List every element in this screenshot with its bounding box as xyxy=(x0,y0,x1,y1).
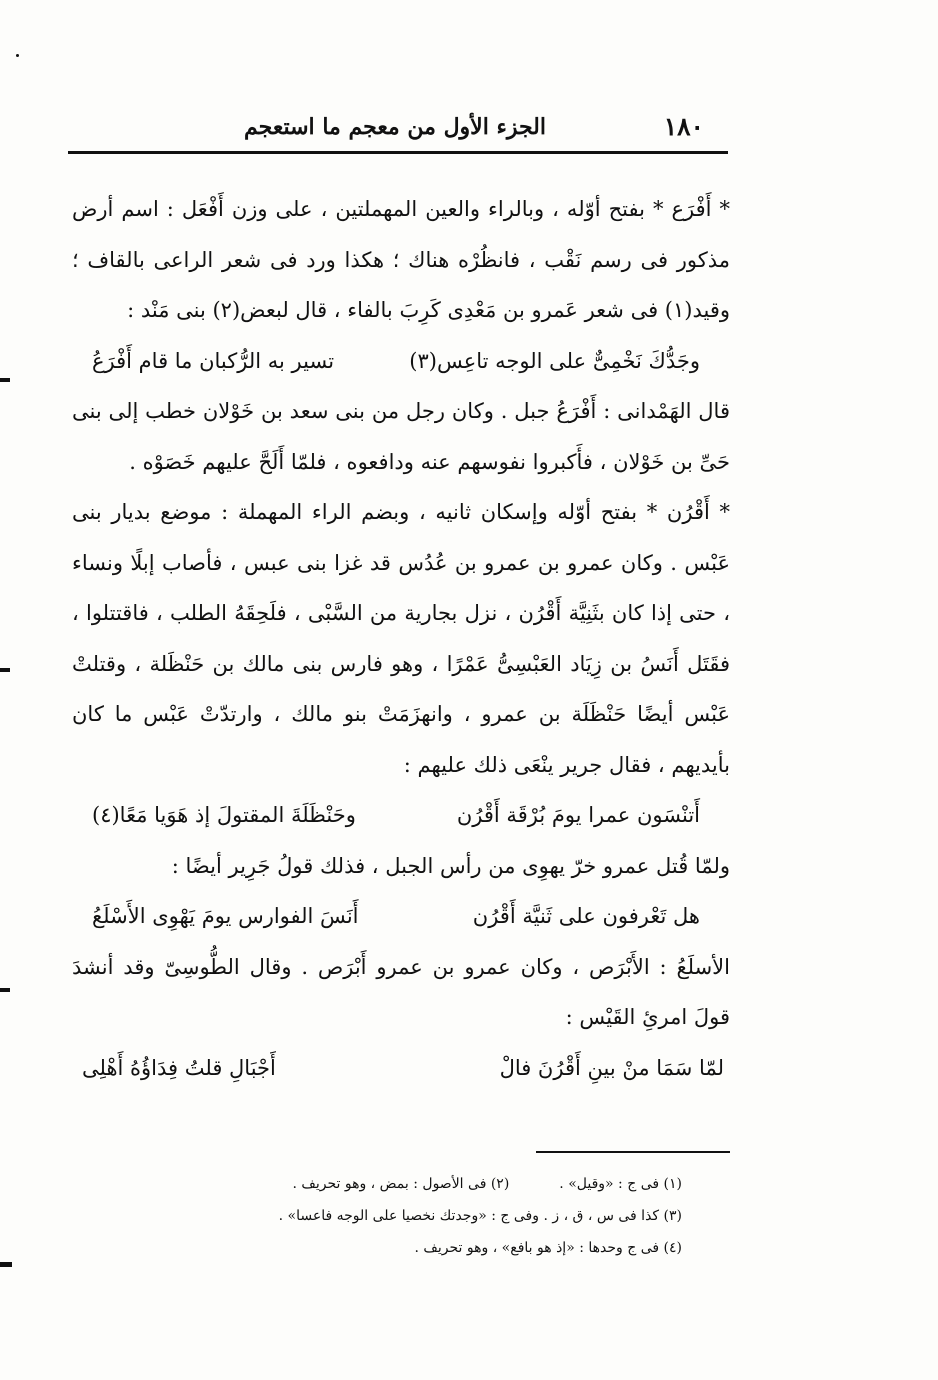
verse-hemistich-left: أَجْبَالِ قلتُ فِدَاؤُهُ أَهْلِى xyxy=(82,1055,276,1080)
verse-line xyxy=(72,1043,730,1094)
scan-mark xyxy=(0,988,10,992)
entry-aqrun-continuation: ولمّا قُتل عمرو خرّ يهوِى من رأس الجبل ، فذلك قولُ جَرِير أيضًا : xyxy=(171,853,730,878)
header-rule xyxy=(68,151,728,154)
footnote-row xyxy=(150,1168,682,1200)
scan-dot xyxy=(16,54,19,57)
verse-line xyxy=(72,790,730,841)
footnote-4: (٤) فى ج وحدها : «إذ هو بافع» ، وهو تحريف . xyxy=(414,1240,682,1256)
verse-hemistich-left: وحَنْظَلَةَ المقتولَ إذ هَوَيا مَعًا(٤) xyxy=(92,803,356,827)
verse-hemistich-left: تسير به الرُّكبان ما قام أَفْرَعُ xyxy=(92,348,335,373)
scan-mark xyxy=(0,1262,12,1267)
verse-line xyxy=(72,891,730,942)
verse-hemistich-right: وجَدُّكَ نَخْمِىٌّ على الوجه تاعِس(٣) xyxy=(409,348,700,373)
scan-mark xyxy=(0,378,10,382)
page-number: ١٨٠ xyxy=(663,112,704,141)
verse-hemistich-right: أَتنْسَون عمرا يومَ بُرْقَة أَقْرُن xyxy=(456,803,700,827)
scan-mark xyxy=(0,668,10,672)
entry-aqrun-paragraph: * أَقْرُن * بفتح أوّله وإسكان ثانيه ، وبضم الراء المهملة : موضع بديار بنى عَبْس . وكان عمرو بن عمرو بن عُدُس قد غزا بنى عبس ، فأصاب إبلًا ونساء ، حتى إذا كان بثَنِيَّة أَقْرُن ، نزل بجارية من السَّبْى ، فلَحِقَهُ الطلب ، فاقتتلوا ، فقَتَل أَنَسُ بن زِيَاد العَبْسِىُّ عَمْرًا ، وهو فارس بنى مالك بن حَنْظَلة ، وقتلتْ عَبْس أيضًا حَنْظَلَة بن عمرو ، وانهزَمَتْ بنو مالك ، وارتدّتْ عَبْس ما كان بأيديهم ، فقال جرير ينْعَى ذلك عليهم : xyxy=(72,500,730,777)
verse-hemistich-right: لمّا سَمَا منْ بينِ أَقْرُنَ فالْ xyxy=(499,1055,724,1080)
running-title: الجزء الأول من معجم ما استعجم xyxy=(244,114,546,140)
entry-aqrun-continuation: الأسلَعُ : الأَبْرَص ، وكان عمرو بن عمرو أَبْرَص . وقال الطُّوسِىّ وقد أنشدَ قولَ امرئِ القَيْس : xyxy=(72,954,730,1029)
footnote-2: (٢) فى الأصول : بمض ، وهو تحريف . xyxy=(292,1176,510,1192)
entry-afra-paragraph: * أَفْرَع * بفتح أوّله ، وبالراء والعين المهملتين ، على وزن أَفْعَل : اسم أرض مذكور فى رسم نَقْب ، فانظُرْه هناك ؛ هكذا ورد فى شعر الراعى بالقاف ؛ وقيد(١) فى شعر عَمرو بن مَعْدِى كَرِبَ بالفاء ، قال لبعض(٢) بنى مَنْد : xyxy=(72,197,730,322)
verse-hemistich-left: أَنَسَ الفوارس يومَ يَهْوِى الأَسْلَعُ xyxy=(92,904,359,928)
page-header xyxy=(70,108,726,148)
main-text xyxy=(72,184,730,1093)
footnote-3: (٣) كذا فى س ، ق ، ز . وفى ج : «وجدتك نخصيا على الوجه فاعسا» . xyxy=(278,1208,682,1224)
entry-afra-continuation: قال الهَمْدانى : أَفْرَعُ جبل . وكان رجل من بنى سعد بن خَوْلان خطب إلى بنى حَىِّ بن خَوْلان ، فأَكبروا نفوسهم عنه ودافعوه ، فلمّا أَلَحَّ عليهم خَصَوْه . xyxy=(72,399,730,474)
footnotes xyxy=(150,1168,682,1264)
verse-hemistich-right: هل تَعْرفون على ثَنيَّة أَقْرُن xyxy=(472,904,700,928)
footnote-rule xyxy=(536,1151,730,1153)
footnote-1: (١) فى ج : «وقيل» . xyxy=(559,1176,682,1192)
verse-line xyxy=(72,336,730,387)
